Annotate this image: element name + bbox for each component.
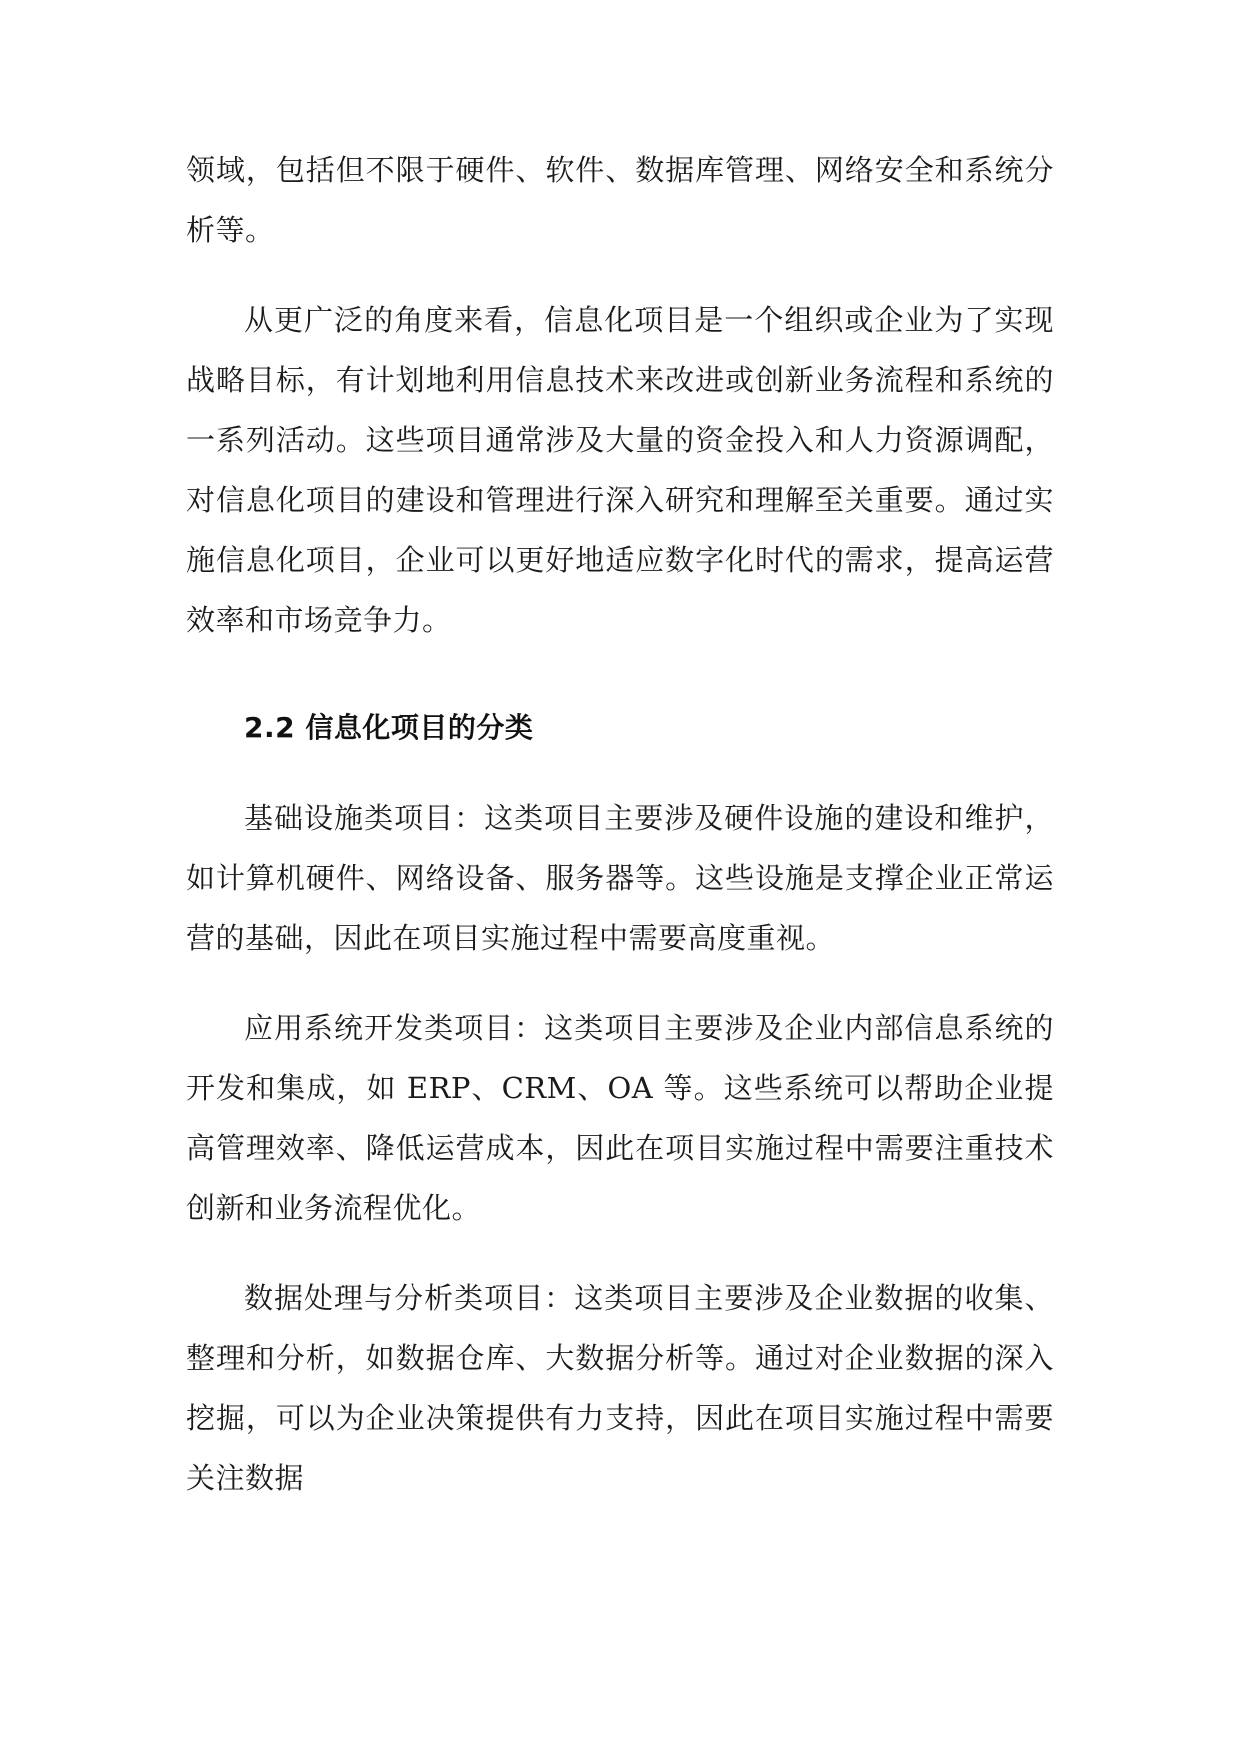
paragraph-application-projects: 应用系统开发类项目：这类项目主要涉及企业内部信息系统的开发和集成，如 ERP、CRM、OA 等。这些系统可以帮助企业提高管理效率、降低运营成本，因此在项目实施过程中需要注重技术创新和业务流程优化。: [186, 1011, 1054, 1225]
paragraph-data-projects: 数据处理与分析类项目：这类项目主要涉及企业数据的收集、整理和分析，如数据仓库、大数据分析等。通过对企业数据的深入挖掘，可以为企业决策提供有力支持，因此在项目实施过程中需要关注数据: [186, 1281, 1054, 1495]
document-body: [186, 140, 1054, 1538]
section-heading: 2.2 信息化项目的分类: [244, 711, 534, 744]
paragraph-continuation: 领域，包括但不限于硬件、软件、数据库管理、网络安全和系统分析等。: [186, 153, 1054, 247]
paragraph-broad-definition: 从更广泛的角度来看，信息化项目是一个组织或企业为了实现战略目标，有计划地利用信息技术来改进或创新业务流程和系统的一系列活动。这些项目通常涉及大量的资金投入和人力资源调配，对信息化项目的建设和管理进行深入研究和理解至关重要。通过实施信息化项目，企业可以更好地适应数字化时代的需求，提高运营效率和市场竞争力。: [186, 303, 1054, 637]
paragraph-infrastructure-projects: 基础设施类项目：这类项目主要涉及硬件设施的建设和维护，如计算机硬件、网络设备、服务器等。这些设施是支撑企业正常运营的基础，因此在项目实施过程中需要高度重视。: [186, 801, 1054, 955]
